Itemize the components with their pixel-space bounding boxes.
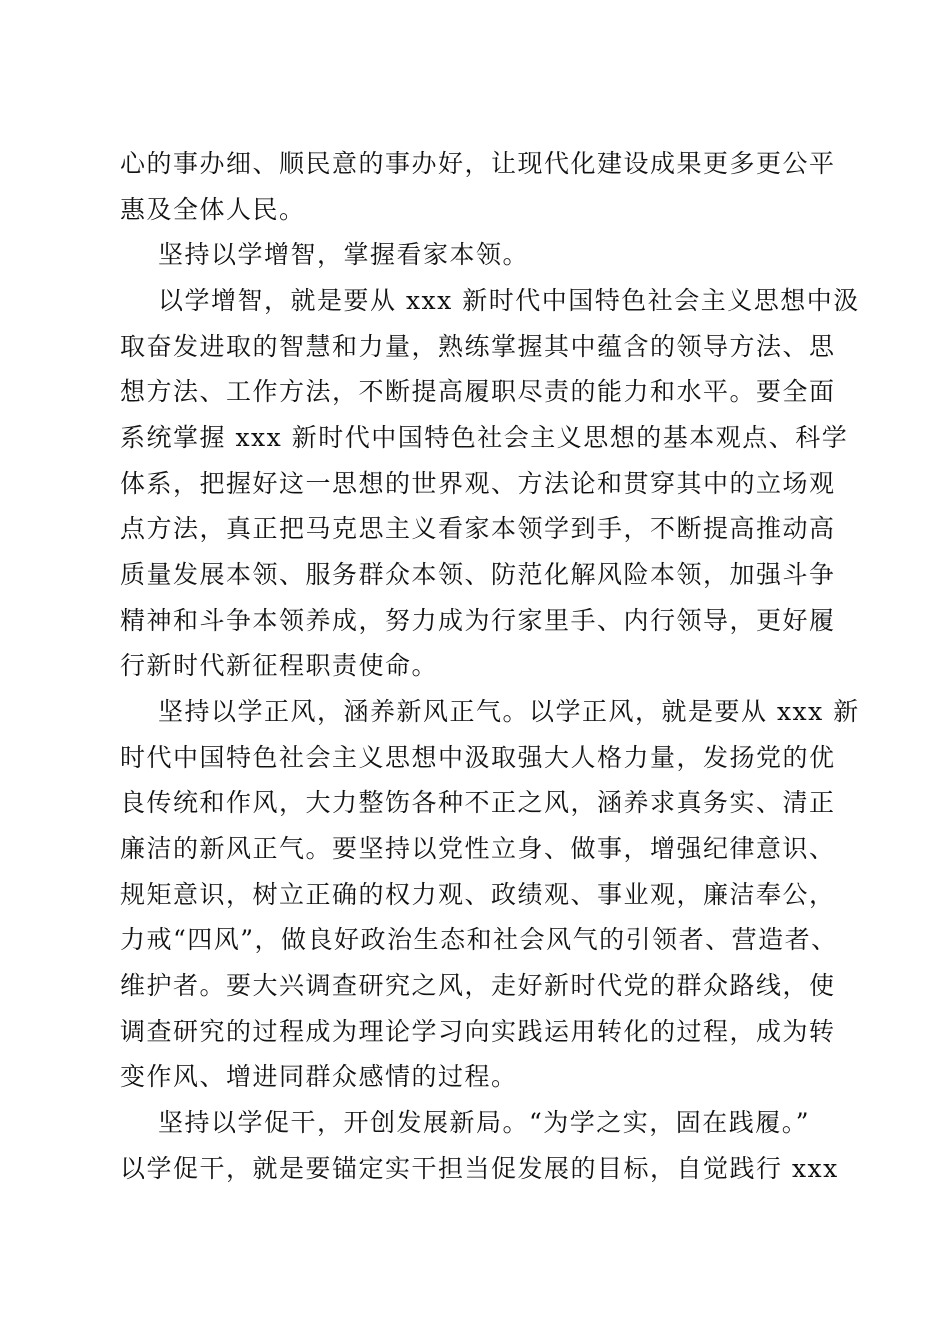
text-line: 体系，把握好这一思想的世界观、方法论和贯穿其中的立场观 (120, 469, 836, 498)
text-line: 取奋发进取的智慧和力量，熟练掌握其中蕴含的领导方法、思 (120, 332, 836, 361)
text-line: 点方法，真正把马克思主义看家本领学到手，不断提高推动高 (120, 514, 836, 543)
text-line: 质量发展本领、服务群众本领、防范化解风险本领，加强斗争 (120, 560, 836, 589)
section-heading: 坚持以学增智，掌握看家本领。 (158, 240, 530, 269)
text-line: 力戒“四风”，做良好政治生态和社会风气的引领者、营造者、 (120, 925, 838, 954)
text-line: 良传统和作风，大力整饬各种不正之风，涵养求真务实、清正 (120, 788, 836, 817)
text-line: 坚持以学促干，开创发展新局。“为学之实，固在践履。” (158, 1108, 811, 1137)
text-line: 惠及全体人民。 (120, 195, 306, 224)
text-line: 坚持以学正风，涵养新风正气。以学正风，就是要从 xxx 新 (158, 697, 860, 726)
text-line: 规矩意识，树立正确的权力观、政绩观、事业观，廉洁奉公， (120, 880, 836, 909)
text-line: 心的事办细、顺民意的事办好，让现代化建设成果更多更公平 (120, 149, 836, 178)
text-line: 以学增智，就是要从 xxx 新时代中国特色社会主义思想中汲 (158, 286, 860, 315)
text-line: 精神和斗争本领养成，努力成为行家里手、内行领导，更好履 (120, 606, 836, 635)
text-line: 变作风、增进同群众感情的过程。 (120, 1062, 518, 1091)
text-line: 以学促干，就是要锚定实干担当促发展的目标，自觉践行 xxx (120, 1154, 839, 1183)
text-line: 行新时代新征程职责使命。 (120, 651, 439, 680)
text-line: 维护者。要大兴调查研究之风，走好新时代党的群众路线，使 (120, 971, 836, 1000)
text-line: 廉洁的新风正气。要坚持以党性立身、做事，增强纪律意识、 (120, 834, 836, 863)
text-line: 系统掌握 xxx 新时代中国特色社会主义思想的基本观点、科学 (120, 423, 849, 452)
text-line: 想方法、工作方法，不断提高履职尽责的能力和水平。要全面 (120, 377, 836, 406)
text-line: 调查研究的过程成为理论学习向实践运用转化的过程，成为转 (120, 1017, 836, 1046)
text-line: 时代中国特色社会主义思想中汲取强大人格力量，发扬党的优 (120, 743, 836, 772)
